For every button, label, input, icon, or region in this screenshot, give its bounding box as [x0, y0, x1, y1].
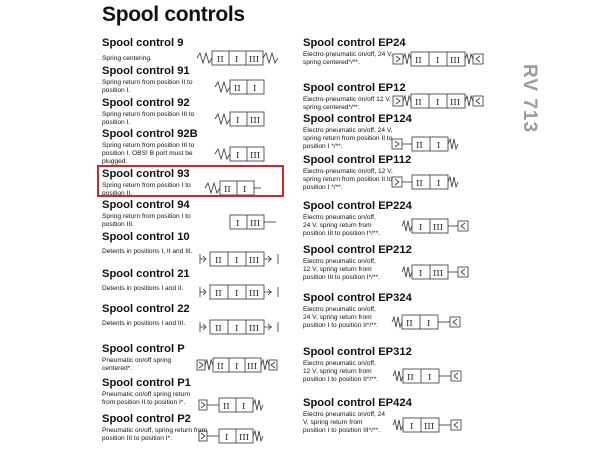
spool-title: Spool control P [102, 343, 185, 355]
valve-symbol-10 [198, 250, 282, 268]
svg-text:II: II [215, 256, 222, 266]
svg-text:III: III [450, 56, 461, 66]
svg-text:I: I [419, 223, 423, 233]
svg-text:II: II [234, 84, 241, 94]
svg-text:III: III [450, 98, 461, 108]
svg-text:III: III [433, 223, 444, 233]
svg-text:III: III [247, 362, 258, 372]
valve-symbol-21 [198, 283, 282, 301]
spool-entry-p2 [102, 413, 208, 443]
spool-desc: Pneumatic on/off spring return from position II to position I*. [102, 391, 191, 406]
page-title: Spool controls [102, 3, 245, 26]
spool-entry-ep112 [303, 154, 412, 191]
spool-desc: Spring return from position I to position II. [102, 182, 191, 197]
svg-text:III: III [250, 116, 261, 126]
spool-title: Spool control 92B [102, 128, 198, 140]
spool-title: Spool control EP324 [303, 292, 412, 304]
valve-symbol-p1 [199, 397, 269, 413]
highlight-box [97, 165, 284, 197]
spool-desc: Electro pneumatic on/off, 24 V, spring return from position III to position I*/**. [303, 214, 380, 237]
valve-symbol-92b [215, 146, 267, 162]
spool-entry-ep24 [303, 37, 406, 67]
svg-text:II: II [416, 141, 423, 151]
spool-entry-ep12 [303, 82, 406, 112]
valve-symbol-ep424 [393, 417, 465, 433]
spool-desc: Spring centering. [102, 55, 152, 62]
spool-title: Spool control 94 [102, 199, 190, 211]
valve-symbol-94 [230, 214, 278, 230]
spool-title: Spool control 10 [102, 231, 190, 243]
valve-symbol-ep124 [392, 136, 470, 152]
spool-desc: Spring return from position III to position I. [102, 111, 195, 126]
svg-text:I: I [410, 422, 414, 432]
spool-entry-ep324 [303, 292, 412, 329]
spool-title: Spool control EP12 [303, 82, 406, 94]
svg-text:I: I [419, 269, 423, 279]
spool-desc: Electro pneumatic on/off, 24 V, spring return from position I to position III*/**. [303, 411, 385, 434]
spool-entry-21 [102, 268, 196, 293]
spool-entry-ep212 [303, 244, 412, 281]
spool-desc: Electro pneumatic on/off, 24 V, spring return from position II to position I */**. [303, 127, 393, 150]
spool-entry-p1 [102, 377, 202, 407]
svg-text:III: III [249, 324, 260, 334]
svg-text:I: I [436, 56, 440, 66]
svg-text:III: III [433, 269, 444, 279]
spool-title: Spool control EP212 [303, 244, 412, 256]
svg-text:II: II [215, 289, 222, 299]
svg-text:II: II [415, 98, 422, 108]
spool-desc: Electro-pneumatic on/off, 24 V, spring centered*/**. [303, 51, 393, 66]
spool-entry-9 [102, 37, 198, 63]
spool-entry-ep224 [303, 200, 412, 237]
spool-desc: Electro-pneumatic on/off, 12 V, spring return from position II to position I */**. [303, 168, 393, 191]
spool-title: Spool control EP224 [303, 200, 412, 212]
valve-symbol-22 [198, 318, 282, 336]
svg-text:I: I [235, 324, 239, 334]
spool-desc: Pneumatic on/off spring centered*. [102, 357, 172, 372]
valve-symbol-ep112 [392, 174, 470, 190]
spool-desc: Pneumatic on/off, spring return from position III to position I*. [102, 427, 208, 442]
svg-text:II: II [407, 373, 414, 383]
spool-title: Spool control 9 [102, 37, 184, 49]
spool-entry-ep312 [303, 346, 412, 383]
spool-title: Spool control 92 [102, 97, 190, 109]
spool-title: Spool control EP112 [303, 154, 412, 166]
svg-text:III: III [249, 256, 260, 266]
svg-text:III: III [250, 151, 261, 161]
valve-symbol-ep224 [402, 218, 472, 234]
spool-title: Spool control 22 [102, 303, 190, 315]
valve-symbol-9 [197, 49, 279, 67]
svg-text:I: I [428, 373, 432, 383]
spool-desc: Electro pneumatic on/off, 12 V, spring return from position I to position II*/**. [303, 360, 379, 383]
valve-symbol-92 [215, 111, 267, 127]
spool-desc: Spring return from position II to position I. [102, 79, 193, 94]
spool-desc: Electro pneumatic on/off, 24 V, spring return from position I to position II*/**. [303, 306, 379, 329]
svg-text:I: I [437, 141, 441, 151]
svg-text:I: I [235, 256, 239, 266]
spool-desc: Detents in positions I and III. [102, 320, 186, 327]
spool-title: Spool control P2 [102, 413, 191, 425]
svg-text:I: I [235, 55, 239, 65]
valve-symbol-91 [215, 79, 267, 95]
spool-title: Spool control EP424 [303, 397, 412, 409]
valve-symbol-p2 [199, 428, 269, 444]
svg-text:II: II [415, 56, 422, 66]
spool-title: Spool control 91 [102, 65, 190, 77]
spool-entry-94 [102, 199, 202, 229]
svg-text:III: III [239, 433, 250, 443]
svg-text:III: III [250, 219, 261, 229]
spool-entry-92b [102, 128, 206, 165]
spool-entry-10 [102, 231, 196, 256]
svg-text:I: I [236, 151, 240, 161]
valve-symbol-ep12 [393, 92, 485, 110]
valve-symbol-ep212 [402, 264, 472, 280]
spool-title: Spool control P1 [102, 377, 191, 389]
spool-entry-91 [102, 65, 202, 95]
valve-symbol-ep24 [393, 50, 485, 68]
svg-text:I: I [427, 319, 431, 329]
spool-desc: Spring return from position III to position I. OBS! B port must be plugged. [102, 142, 195, 165]
svg-text:II: II [217, 55, 224, 65]
spool-title: Spool control EP312 [303, 346, 412, 358]
spool-desc: Electro pneumatic on/off, 12 V, spring return from position III to position I*/**. [303, 258, 380, 281]
side-label: RV 713 [519, 64, 540, 134]
valve-symbol-p [197, 356, 281, 374]
svg-text:II: II [217, 362, 224, 372]
svg-text:I: I [253, 84, 257, 94]
spool-title: Spool control 21 [102, 268, 190, 280]
spool-entry-p [102, 343, 198, 373]
valve-symbol-ep312 [393, 368, 465, 384]
svg-text:II: II [224, 185, 231, 195]
spool-entry-ep424 [303, 397, 412, 434]
svg-text:I: I [437, 179, 441, 189]
spool-desc: Electro-pneumatic on/off 12 V, spring centered*/**. [303, 96, 391, 111]
spool-title: Spool control 93 [102, 168, 190, 180]
svg-text:III: III [424, 422, 435, 432]
svg-text:I: I [243, 185, 247, 195]
spool-title: Spool control EP124 [303, 113, 412, 125]
svg-text:II: II [215, 324, 222, 334]
svg-text:III: III [249, 289, 260, 299]
spool-desc: Detents in positions I and II. [102, 285, 184, 292]
svg-text:I: I [242, 402, 246, 412]
spool-entry-22 [102, 303, 196, 328]
spool-desc: Spring return from position I to position III. [102, 213, 191, 228]
svg-text:I: I [236, 116, 240, 126]
svg-text:I: I [235, 289, 239, 299]
svg-text:I: I [236, 219, 240, 229]
valve-symbol-ep324 [392, 314, 464, 330]
svg-text:I: I [225, 433, 229, 443]
spool-desc: Detents in positions I, II and III. [102, 248, 193, 255]
svg-text:III: III [249, 55, 260, 65]
svg-text:I: I [235, 362, 239, 372]
svg-text:II: II [223, 402, 230, 412]
spool-entry-ep124 [303, 113, 412, 150]
svg-text:I: I [436, 98, 440, 108]
spool-entry-92 [102, 97, 202, 127]
spool-title: Spool control EP24 [303, 37, 406, 49]
svg-text:II: II [406, 319, 413, 329]
svg-text:II: II [416, 179, 423, 189]
